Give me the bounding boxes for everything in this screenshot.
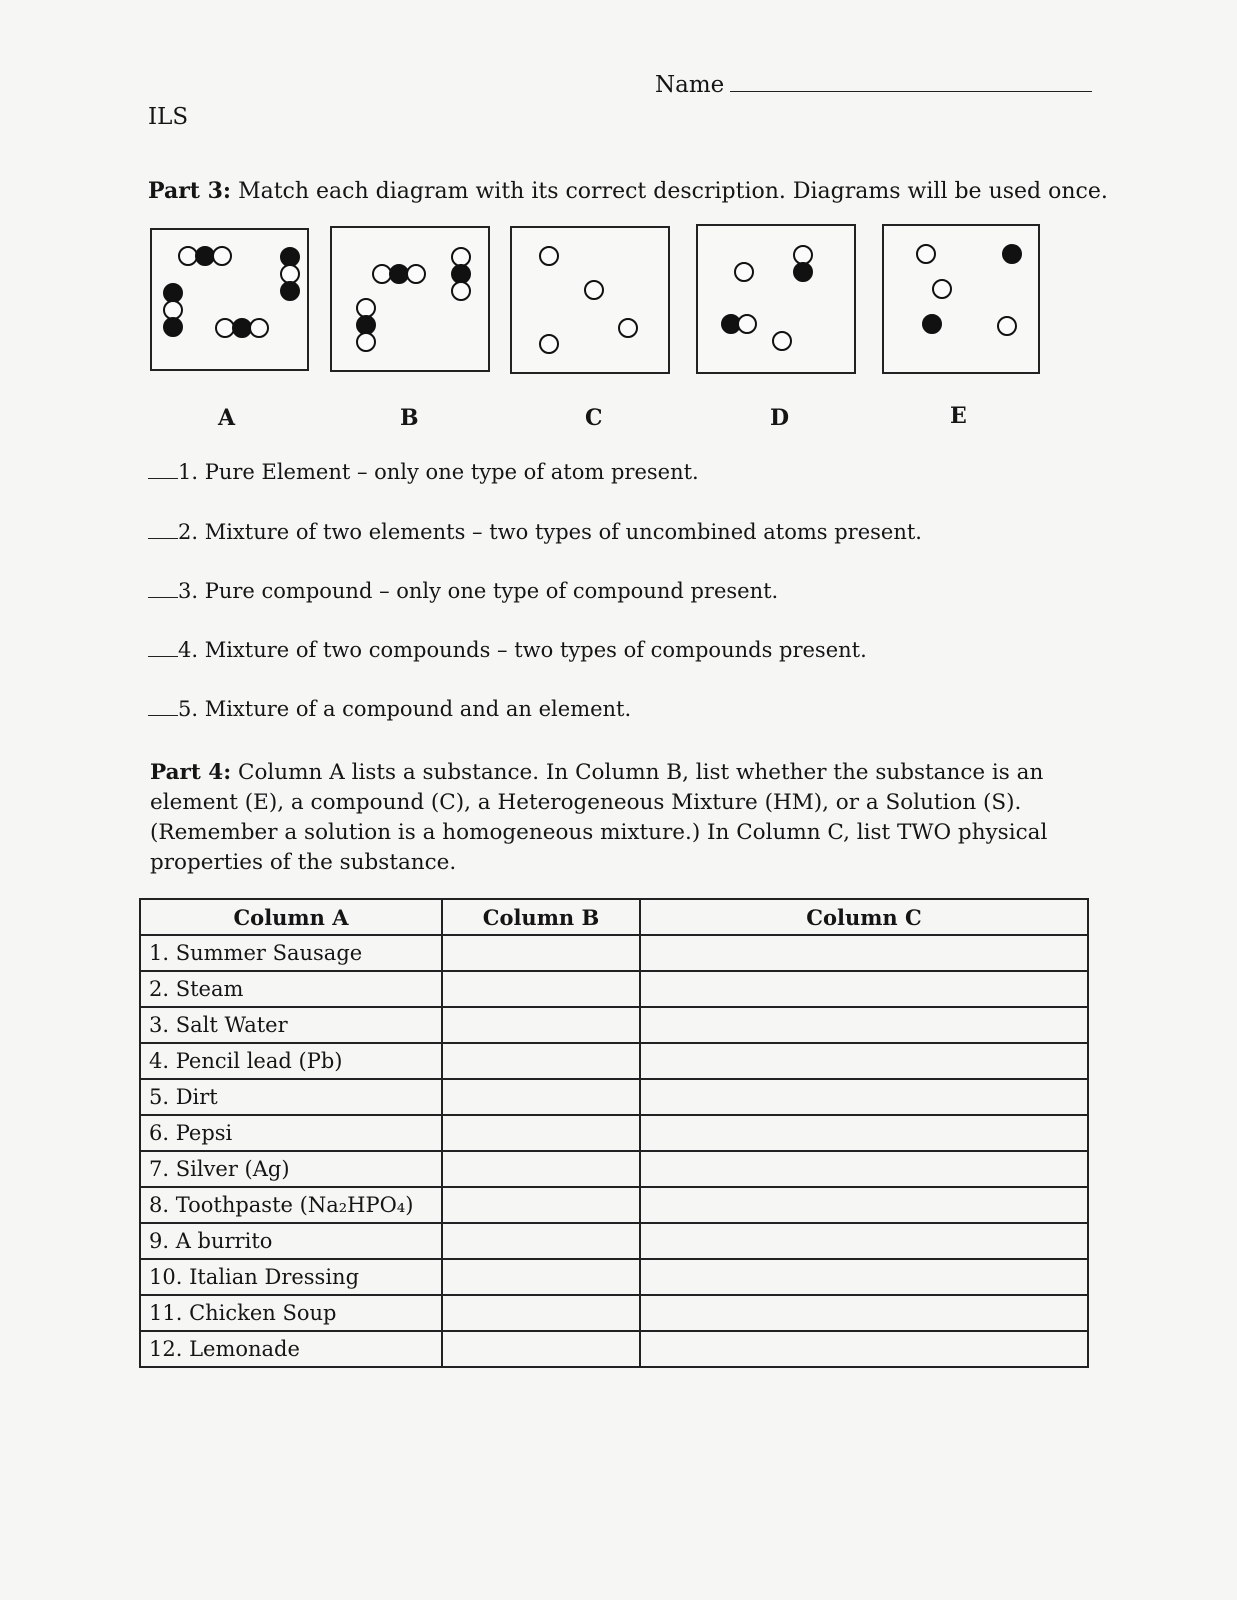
question-2	[148, 520, 922, 544]
classification-cell[interactable]	[442, 1115, 640, 1151]
column-b-header: Column B	[442, 899, 640, 935]
question-text-3: 3. Pure compound – only one type of compound present.	[178, 579, 779, 603]
properties-cell[interactable]	[640, 1151, 1088, 1187]
atom-black	[793, 262, 813, 282]
table-row	[140, 1115, 1088, 1151]
classification-cell[interactable]	[442, 1043, 640, 1079]
question-text-5: 5. Mixture of a compound and an element.	[178, 697, 632, 721]
table-row	[140, 935, 1088, 971]
diagram-label-a: A	[218, 405, 236, 431]
properties-cell[interactable]	[640, 935, 1088, 971]
properties-cell[interactable]	[640, 1007, 1088, 1043]
atom-white	[997, 316, 1017, 336]
table-row	[140, 1223, 1088, 1259]
properties-cell[interactable]	[640, 1259, 1088, 1295]
atom-black	[163, 317, 183, 337]
diagram-label-d: D	[770, 405, 790, 431]
substance-cell: 11. Chicken Soup	[140, 1295, 442, 1331]
atom-white	[451, 281, 471, 301]
substance-cell: 3. Salt Water	[140, 1007, 442, 1043]
classification-cell[interactable]	[442, 1223, 640, 1259]
question-1	[148, 460, 699, 484]
substance-cell: 7. Silver (Ag)	[140, 1151, 442, 1187]
substance-table	[139, 898, 1089, 1368]
atom-white	[249, 318, 269, 338]
substance-cell: 4. Pencil lead (Pb)	[140, 1043, 442, 1079]
classification-cell[interactable]	[442, 1187, 640, 1223]
atom-white	[539, 246, 559, 266]
atom-white	[406, 264, 426, 284]
diagram-d	[696, 224, 856, 374]
question-4	[148, 638, 867, 662]
atom-black	[280, 281, 300, 301]
properties-cell[interactable]	[640, 1187, 1088, 1223]
properties-cell[interactable]	[640, 1115, 1088, 1151]
classification-cell[interactable]	[442, 1151, 640, 1187]
column-a-header: Column A	[140, 899, 442, 935]
table-row	[140, 1151, 1088, 1187]
classification-cell[interactable]	[442, 971, 640, 1007]
substance-cell: 9. A burrito	[140, 1223, 442, 1259]
table-row	[140, 1187, 1088, 1223]
properties-cell[interactable]	[640, 1223, 1088, 1259]
name-field[interactable]	[730, 73, 1092, 92]
atom-white	[618, 318, 638, 338]
question-text-1: 1. Pure Element – only one type of atom present.	[178, 460, 699, 484]
question-text-4: 4. Mixture of two compounds – two types of compounds present.	[178, 638, 867, 662]
part4-title: Part 4:	[150, 760, 232, 785]
name-label: Name	[655, 72, 725, 98]
atom-black	[922, 314, 942, 334]
atom-white	[916, 244, 936, 264]
table-row	[140, 1043, 1088, 1079]
diagram-label-e: E	[950, 403, 967, 429]
classification-cell[interactable]	[442, 1079, 640, 1115]
properties-cell[interactable]	[640, 1331, 1088, 1367]
answer-blank-1[interactable]	[148, 460, 178, 479]
question-text-2: 2. Mixture of two elements – two types of uncombined atoms present.	[178, 520, 922, 544]
part3-title: Part 3:	[148, 178, 232, 204]
answer-blank-3[interactable]	[148, 579, 178, 598]
diagram-label-b: B	[400, 405, 419, 431]
atom-black	[1002, 244, 1022, 264]
substance-cell: 1. Summer Sausage	[140, 935, 442, 971]
classification-cell[interactable]	[442, 1259, 640, 1295]
properties-cell[interactable]	[640, 1079, 1088, 1115]
class-code: ILS	[148, 104, 189, 130]
atom-white	[356, 332, 376, 352]
atom-white	[932, 279, 952, 299]
table-header-row	[140, 899, 1088, 935]
diagram-e	[882, 224, 1040, 374]
table-row	[140, 1259, 1088, 1295]
diagram-b	[330, 226, 490, 372]
substance-cell: 5. Dirt	[140, 1079, 442, 1115]
table-row	[140, 971, 1088, 1007]
properties-cell[interactable]	[640, 971, 1088, 1007]
column-c-header: Column C	[640, 899, 1088, 935]
atom-white	[539, 334, 559, 354]
diagram-a	[150, 228, 309, 371]
substance-cell: 8. Toothpaste (Na₂HPO₄)	[140, 1187, 442, 1223]
classification-cell[interactable]	[442, 935, 640, 971]
substance-cell: 6. Pepsi	[140, 1115, 442, 1151]
classification-cell[interactable]	[442, 1331, 640, 1367]
part3-heading	[148, 178, 1108, 204]
answer-blank-2[interactable]	[148, 520, 178, 539]
substance-cell: 2. Steam	[140, 971, 442, 1007]
substance-cell: 10. Italian Dressing	[140, 1259, 442, 1295]
table-row	[140, 1295, 1088, 1331]
table-row	[140, 1079, 1088, 1115]
atom-white	[584, 280, 604, 300]
atom-white	[772, 331, 792, 351]
answer-blank-5[interactable]	[148, 697, 178, 716]
part3-instructions: Match each diagram with its correct description. Diagrams will be used once.	[238, 179, 1108, 204]
substance-cell: 12. Lemonade	[140, 1331, 442, 1367]
question-3	[148, 579, 778, 603]
diagram-c	[510, 226, 670, 374]
classification-cell[interactable]	[442, 1295, 640, 1331]
atom-white	[734, 262, 754, 282]
part4-heading	[150, 758, 1050, 878]
properties-cell[interactable]	[640, 1043, 1088, 1079]
classification-cell[interactable]	[442, 1007, 640, 1043]
atom-white	[212, 246, 232, 266]
properties-cell[interactable]	[640, 1295, 1088, 1331]
name-row	[655, 72, 1092, 98]
table-row	[140, 1331, 1088, 1367]
diagram-label-c: C	[585, 405, 603, 431]
question-5	[148, 697, 631, 721]
part4-instructions: Column A lists a substance. In Column B, list whether the substance is an element (E), a compound (C), a Heterogeneous Mixture (HM), or a Solution (S). (Remember a solution is a homogeneous mixture.) In Column C, list TWO physical properties of the substance.	[150, 760, 1048, 875]
answer-blank-4[interactable]	[148, 638, 178, 657]
table-row	[140, 1007, 1088, 1043]
atom-white	[737, 314, 757, 334]
